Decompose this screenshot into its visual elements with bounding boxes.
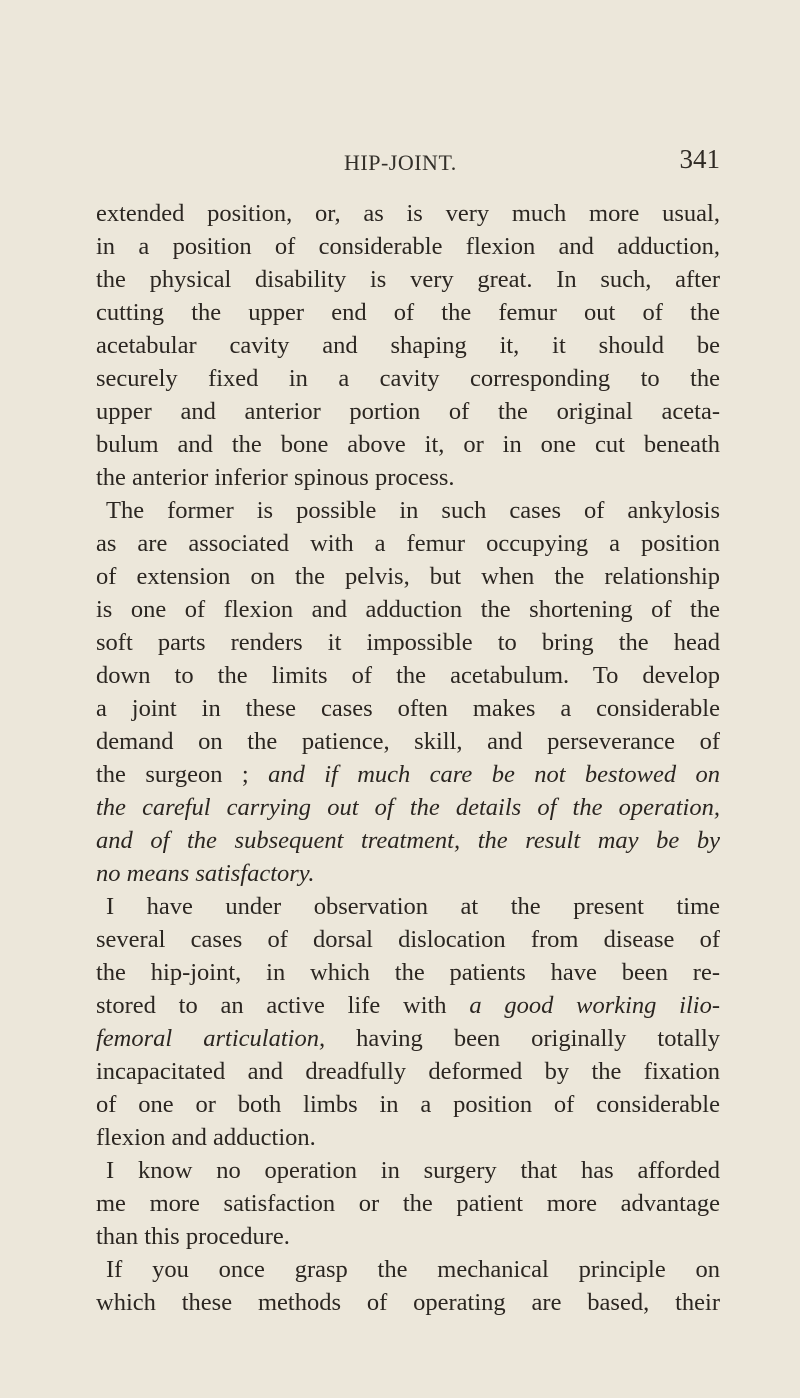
italic-segment: a good working ilio-	[469, 992, 720, 1019]
text-line: as are associated with a femur occupying a position	[96, 530, 720, 557]
text-line: I know no operation in surgery that has afforded	[106, 1157, 720, 1184]
text-line: down to the limits of the acetabulum. To develop	[96, 662, 720, 689]
text-line: than this procedure.	[96, 1223, 290, 1250]
text-line: I have under observation at the present time	[106, 893, 720, 920]
text-line: the anterior inferior spinous process.	[96, 464, 455, 491]
text-line: upper and anterior portion of the original aceta-	[96, 398, 720, 425]
text-line: The former is possible in such cases of ankylosis	[106, 497, 720, 524]
text-line: demand on the patience, skill, and perseverance of	[96, 728, 720, 755]
text-line: of extension on the pelvis, but when the relationship	[96, 563, 720, 590]
text-line: the hip-joint, in which the patients have been re-	[96, 959, 720, 986]
text-segment: stored to an active life with	[96, 992, 470, 1019]
text-segment: having been originally totally	[325, 1025, 720, 1052]
text-line: no means satisfactory.	[96, 860, 315, 887]
text-line	[96, 758, 720, 791]
text-line: is one of flexion and adduction the shortening of the	[96, 596, 720, 623]
text-line: and of the subsequent treatment, the result may be by	[96, 827, 720, 854]
text-line: which these methods of operating are based, their	[96, 1289, 720, 1316]
text-line: of one or both limbs in a position of considerable	[96, 1091, 720, 1118]
text-line: several cases of dorsal dislocation from disease of	[96, 926, 720, 953]
italic-segment: femoral articulation,	[96, 1025, 326, 1052]
text-line: securely fixed in a cavity corresponding to the	[96, 365, 720, 392]
text-line: in a position of considerable flexion and adduction,	[96, 233, 720, 260]
running-head	[96, 144, 720, 184]
body-text	[96, 197, 720, 1319]
page-number: 341	[679, 144, 720, 174]
text-line: the careful carrying out of the details of the operation,	[96, 794, 720, 821]
italic-segment: and if much care be not bestowed on	[268, 761, 720, 788]
text-segment: the surgeon ;	[96, 761, 269, 788]
text-line: bulum and the bone above it, or in one cut beneath	[96, 431, 720, 458]
text-line: me more satisfaction or the patient more advantage	[96, 1190, 720, 1217]
text-line: the physical disability is very great. In such, after	[96, 266, 720, 293]
text-line: If you once grasp the mechanical principle on	[106, 1256, 720, 1283]
text-line: acetabular cavity and shaping it, it should be	[96, 332, 720, 359]
text-line: extended position, or, as is very much more usual,	[96, 200, 720, 227]
text-line	[96, 989, 720, 1022]
text-line	[96, 1022, 720, 1055]
text-line: soft parts renders it impossible to bring the head	[96, 629, 720, 656]
running-title: HIP-JOINT.	[344, 150, 457, 175]
text-line: incapacitated and dreadfully deformed by the fixation	[96, 1058, 720, 1085]
text-line: flexion and adduction.	[96, 1124, 316, 1151]
text-line: cutting the upper end of the femur out of the	[96, 299, 720, 326]
text-line: a joint in these cases often makes a considerable	[96, 695, 720, 722]
